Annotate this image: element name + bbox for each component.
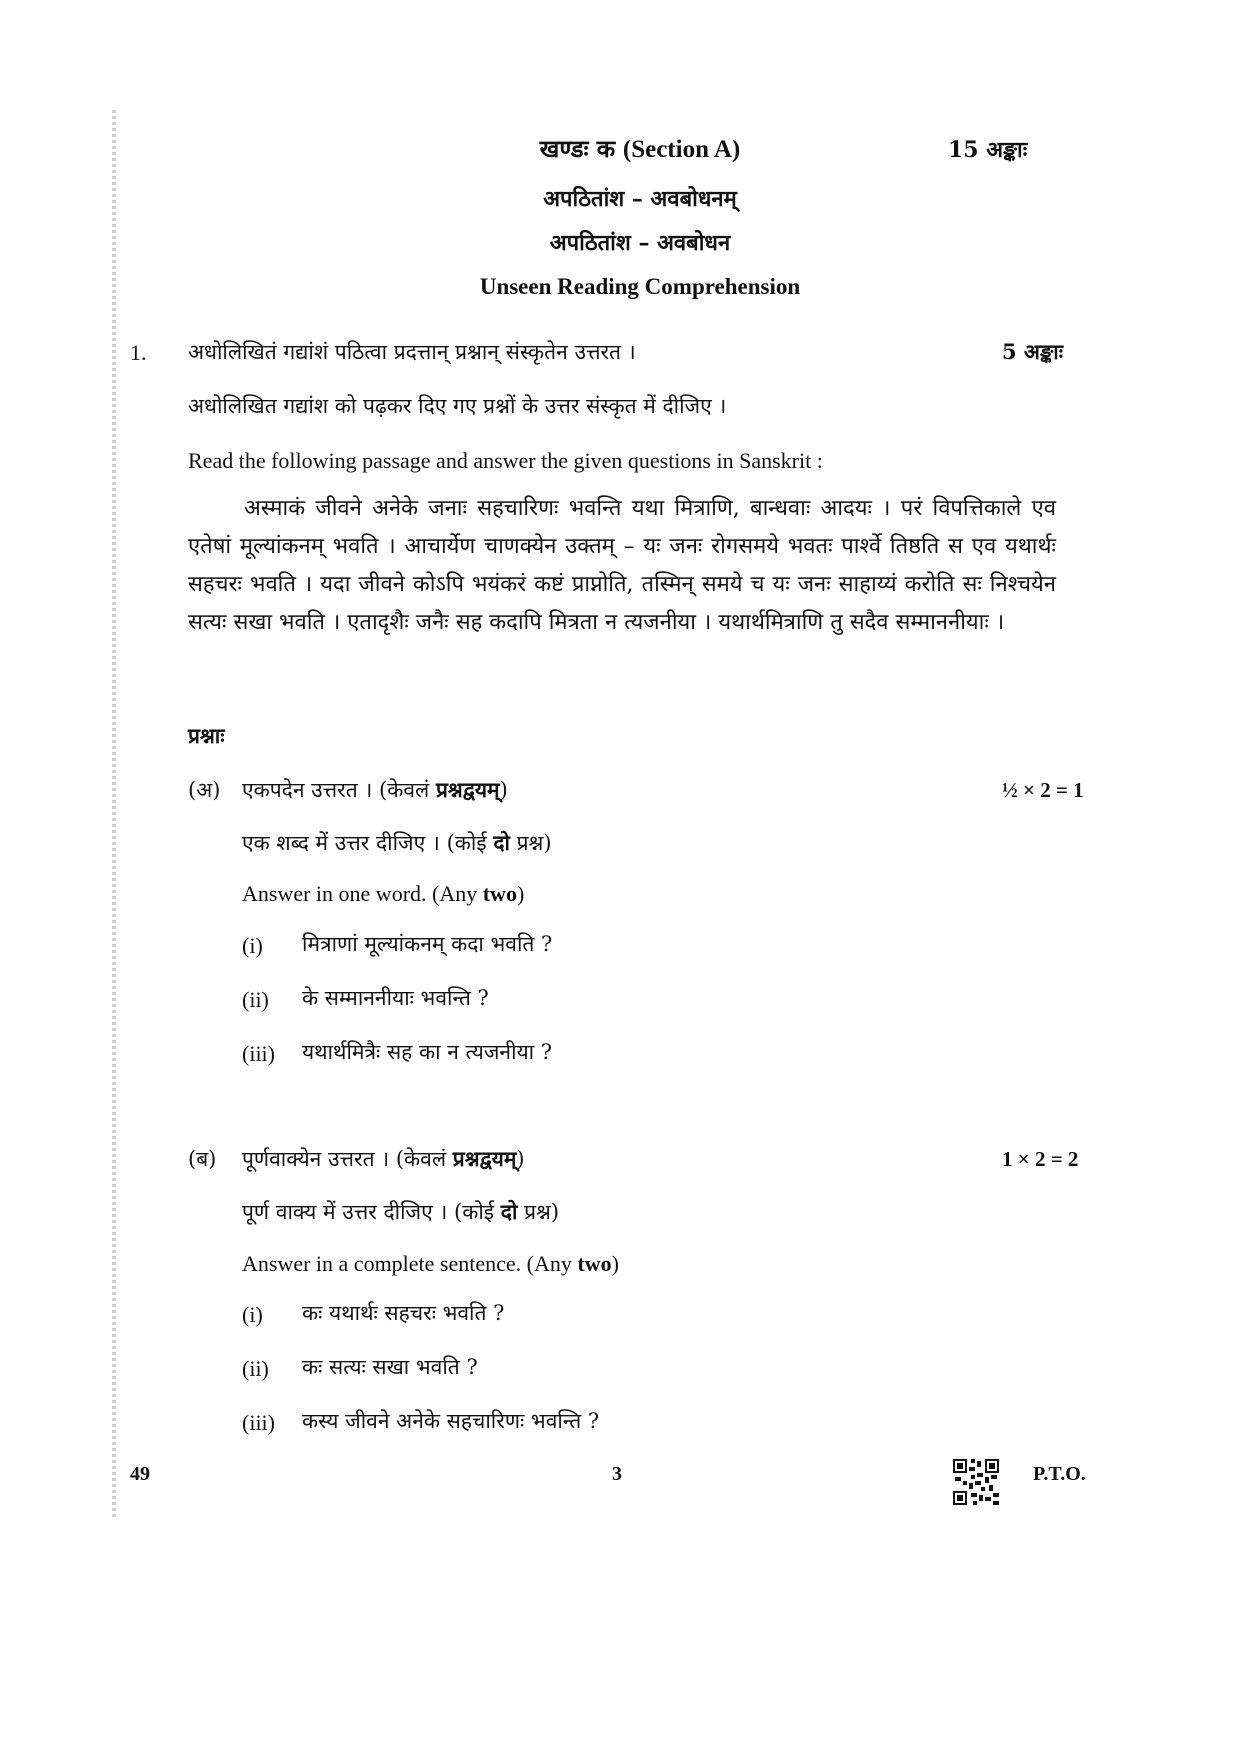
part-a-instruction-hi-close: प्रश्न) [509, 831, 552, 855]
part-b-item-num: (ii) [242, 1356, 269, 1381]
part-a-instruction-hi-bold: दो [493, 830, 510, 855]
section-subtitle-hi: अपठितांश – अवबोधन [549, 230, 731, 256]
section-subtitle-en: Unseen Reading Comprehension [479, 274, 801, 299]
part-b-instruction-sa-text: पूर्णवाक्येन उत्तरत । (केवलं [242, 1147, 453, 1171]
section-subtitle-sa: अपठितांश – अवबोधनम् [543, 186, 737, 212]
qr-code-icon [953, 1459, 999, 1505]
part-b-instruction-hi-close: प्रश्न) [517, 1200, 560, 1224]
part-a-marks: ½ × 2 = 1 [1002, 778, 1084, 802]
paper-code: 49 [130, 1463, 150, 1485]
part-a-item-num: (ii) [242, 987, 269, 1012]
part-b-instruction-sa-close: ) [516, 1147, 525, 1171]
part-b-item-text: कस्य जीवने अनेके सहचारिणः भवन्ति ? [302, 1409, 600, 1433]
question-instruction-sa: अधोलिखितं गद्यांशं पठित्वा प्रदत्तान् प्रश्नान् संस्कृतेन उत्तरत । [188, 340, 636, 364]
part-a-instruction-en-text: Answer in one word. (Any [242, 881, 483, 906]
part-a-label: (अ) [188, 778, 221, 802]
section-title-en: (Section A) [622, 136, 741, 163]
part-a-instruction-en-close: ) [516, 881, 525, 906]
part-a-instruction-en-bold: two [482, 881, 517, 906]
question-instruction-en: Read the following passage and answer the given questions in Sanskrit : [188, 448, 823, 473]
part-a-instruction-sa-bold: प्रश्नद्वयम् [435, 777, 500, 802]
passage: अस्माकं जीवने अनेके जनाः सहचारिणः भवन्ति यथा मित्राणि, बान्धवाः आदयः । परं विपत्तिकाले एव एतेषां मूल्यांकनम् भवति । आचार्येण चाणक्येन उक्तम् – यः जनः रोगसमये भवतः पार्श्वे तिष्ठति स एव यथार्थः सहचरः भवति । यदा जीवने कोऽपि भयंकरं कष्टं प्राप्नोति, तस्मिन् समये च यः जनः साहाय्यं करोति सः निश्चयेन सत्यः सखा भवति । एतादृशैः जनैः सह कदापि मित्रता न त्यजनीया । यथार्थमित्राणि तु सदैव सम्माननीयाः । [188, 496, 1056, 635]
part-b-instruction-sa [242, 1145, 525, 1173]
part-b-instruction-hi-text: पूर्ण वाक्य में उत्तर दीजिए । (कोई [242, 1200, 501, 1224]
part-a-instruction-hi-text: एक शब्द में उत्तर दीजिए । (कोई [242, 831, 494, 855]
part-b-instruction-en [242, 1251, 619, 1277]
part-b-instruction-en-text: Answer in a complete sentence. (Any [242, 1251, 578, 1276]
part-b-instruction-en-close: ) [611, 1251, 619, 1276]
question-marks: 5 अङ्काः [1002, 339, 1063, 364]
part-a-instruction-sa-close: ) [499, 778, 508, 802]
part-a-instruction-sa-text: एकपदेन उत्तरत । (केवलं [242, 778, 436, 802]
part-a-instruction-en [242, 881, 524, 907]
section-title [300, 132, 980, 165]
part-b-instruction-en-bold: two [577, 1251, 612, 1276]
part-b-instruction-hi [242, 1198, 559, 1226]
part-a-item-text: मित्राणां मूल्यांकनम् कदा भवति ? [302, 932, 553, 956]
part-a-instruction-sa [242, 776, 508, 804]
part-a-item-num: (iii) [242, 1041, 275, 1066]
part-b-marks: 1 × 2 = 2 [1002, 1147, 1079, 1171]
part-a-item-text: यथार्थमित्रैः सह का न त्यजनीया ? [302, 1040, 553, 1064]
part-a-item-text: के सम्माननीयाः भवन्ति ? [302, 986, 489, 1010]
part-b-item-text: कः यथार्थः सहचरः भवति ? [302, 1301, 505, 1325]
margin-barcode-strip [112, 110, 116, 1520]
part-b-label: (ब) [188, 1147, 217, 1171]
questions-heading: प्रश्नाः [188, 723, 225, 748]
question-instruction-hi: अधोलिखित गद्यांश को पढ़कर दिए गए प्रश्नों के उत्तर संस्कृत में दीजिए । [188, 394, 727, 418]
question-number: 1. [130, 340, 147, 365]
part-b-instruction-sa-bold: प्रश्नद्वयम् [452, 1146, 517, 1171]
pto-label: P.T.O. [1033, 1463, 1086, 1485]
part-a-item-num: (i) [242, 933, 263, 958]
part-b-item-num: (iii) [242, 1410, 275, 1435]
part-b-item-text: कः सत्यः सखा भवति ? [302, 1355, 478, 1379]
part-a-instruction-hi [242, 829, 552, 857]
page-number: 3 [612, 1463, 622, 1485]
part-b-instruction-hi-bold: दो [500, 1199, 518, 1224]
section-title-sa: खण्डः क [539, 134, 616, 163]
part-b-item-num: (i) [242, 1302, 263, 1327]
section-marks: 15 अङ्काः [948, 137, 1028, 163]
